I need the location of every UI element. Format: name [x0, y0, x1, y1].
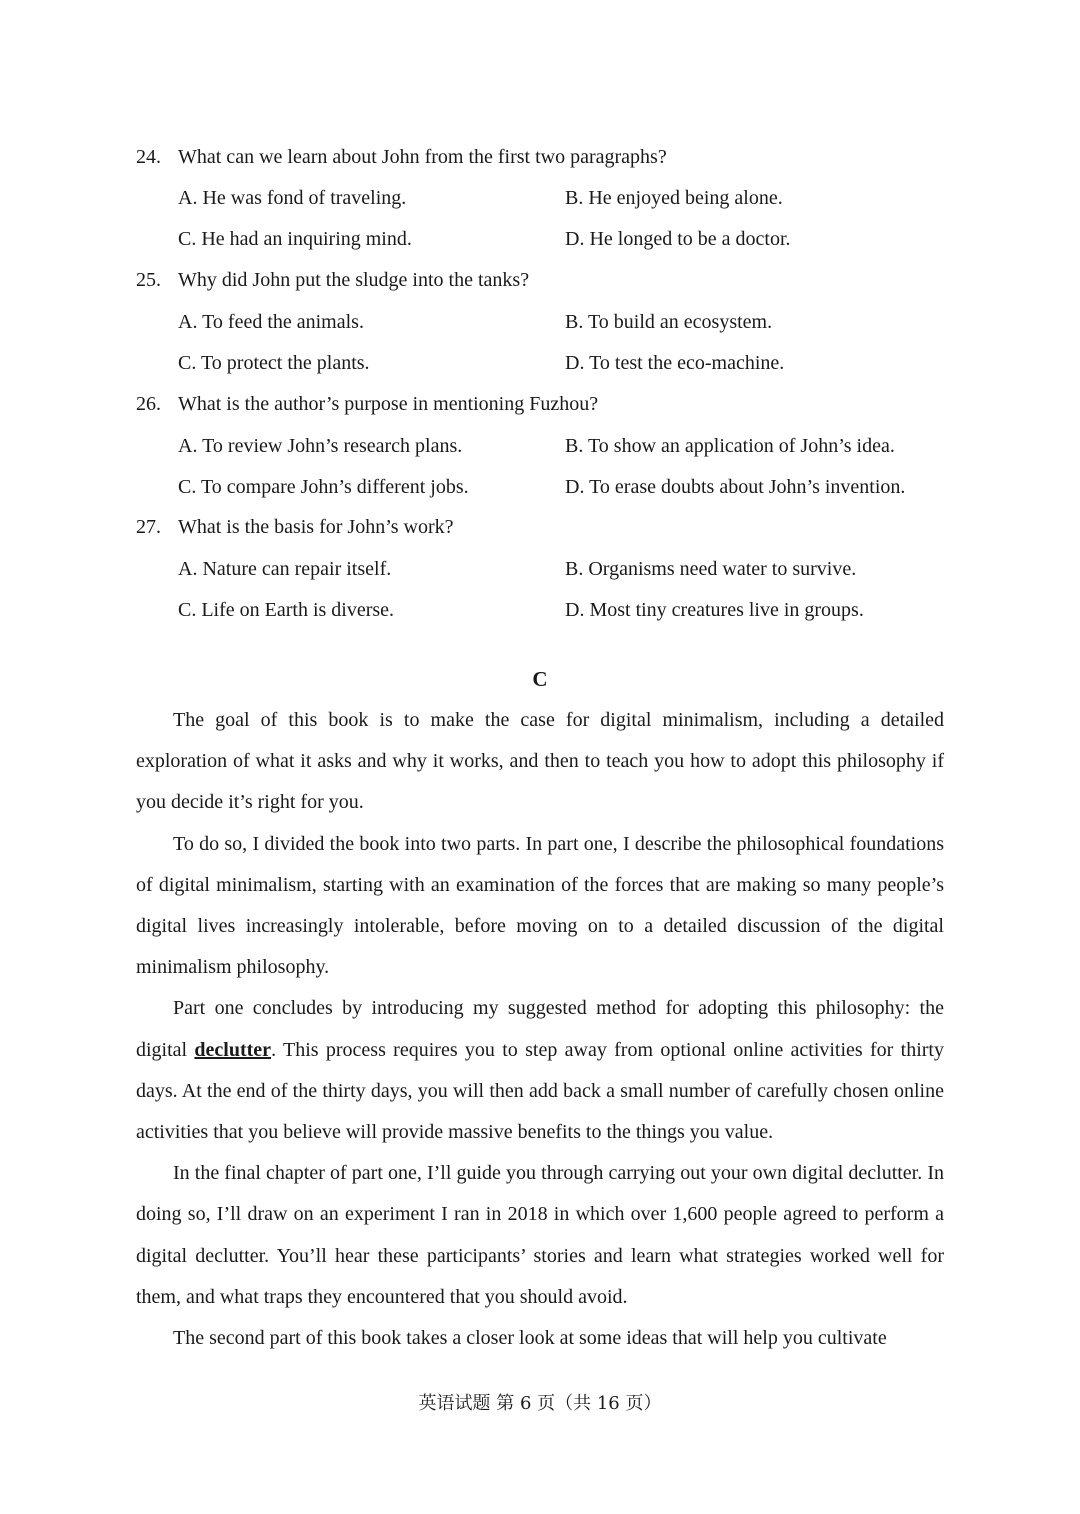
option-b: B. Organisms need water to survive.	[565, 558, 857, 580]
option-c: C. To protect the plants.	[178, 352, 370, 374]
question-26	[136, 389, 944, 509]
option-a: A. He was fond of traveling.	[178, 187, 407, 209]
paragraph-3-after: . This process requires you to step away from optional online activities for thirty days. At the end of the thirty days, you will then add back a small number of carefully chosen online activities that you believe will provide massive benefits to the things you value.	[136, 1038, 944, 1144]
option-b: B. He enjoyed being alone.	[565, 187, 783, 209]
page-footer: 英语试题 第 6 页（共 16 页）	[418, 1393, 662, 1414]
option-d: D. He longed to be a doctor.	[565, 228, 791, 250]
question-stem	[136, 512, 454, 542]
question-number: 27.	[136, 516, 161, 538]
question-number: 24.	[136, 146, 161, 168]
question-number: 25.	[136, 269, 161, 291]
paragraph-3-before: Part one concludes by introducing my suggested method for adopting this philosophy: the digital	[136, 997, 944, 1061]
option-b: B. To show an application of John’s idea.	[565, 435, 895, 457]
option-a: A. Nature can repair itself.	[178, 558, 392, 580]
question-stem	[136, 265, 529, 295]
question-text: What can we learn about John from the first two paragraphs?	[178, 146, 667, 168]
option-c: C. He had an inquiring mind.	[178, 228, 412, 250]
option-c: C. To compare John’s different jobs.	[178, 476, 469, 498]
option-d: D. To erase doubts about John’s invention.	[565, 476, 906, 498]
option-d: D. Most tiny creatures live in groups.	[565, 599, 864, 621]
question-stem	[136, 142, 667, 172]
question-text: What is the basis for John’s work?	[178, 516, 454, 538]
option-a: A. To review John’s research plans.	[178, 435, 463, 457]
option-a: A. To feed the animals.	[178, 311, 364, 333]
question-text: Why did John put the sludge into the tanks?	[178, 269, 530, 291]
paragraph-5: The second part of this book takes a closer look at some ideas that will help you cultivate	[173, 1327, 887, 1350]
paragraph-4: In the final chapter of part one, I’ll guide you through carrying out your own digital declutter. In doing so, I’ll draw on an experiment I ran in 2018 in which over 1,600 people agreed to perform a digital declutter. You’ll hear these participants’ stories and learn what strategies worked well for them, and what traps they encountered that you should avoid.	[136, 1162, 944, 1308]
paragraph-2: To do so, I divided the book into two parts. In part one, I describe the philosophical foundations of digital minimalism, starting with an examination of the forces that are making so many people’s digital lives increasingly intolerable, before moving on to a detailed discussion of the digital minimalism philosophy.	[136, 832, 944, 979]
question-text: What is the author’s purpose in mentioning Fuzhou?	[178, 393, 599, 415]
question-24	[136, 142, 944, 262]
reading-passage	[136, 700, 944, 1359]
option-c: C. Life on Earth is diverse.	[178, 599, 395, 621]
question-stem	[136, 389, 598, 419]
section-heading: C	[532, 667, 548, 691]
underlined-word: declutter	[194, 1038, 272, 1061]
question-25	[136, 265, 944, 385]
option-b: B. To build an ecosystem.	[565, 311, 773, 333]
option-d: D. To test the eco-machine.	[565, 352, 785, 374]
question-number: 26.	[136, 393, 161, 415]
question-27	[136, 512, 944, 632]
paragraph-1: The goal of this book is to make the case for digital minimalism, including a detailed exploration of what it asks and why it works, and then to teach you how to adopt this philosophy if you decide it’s right for you.	[136, 709, 944, 814]
paragraph-3	[136, 988, 944, 1153]
